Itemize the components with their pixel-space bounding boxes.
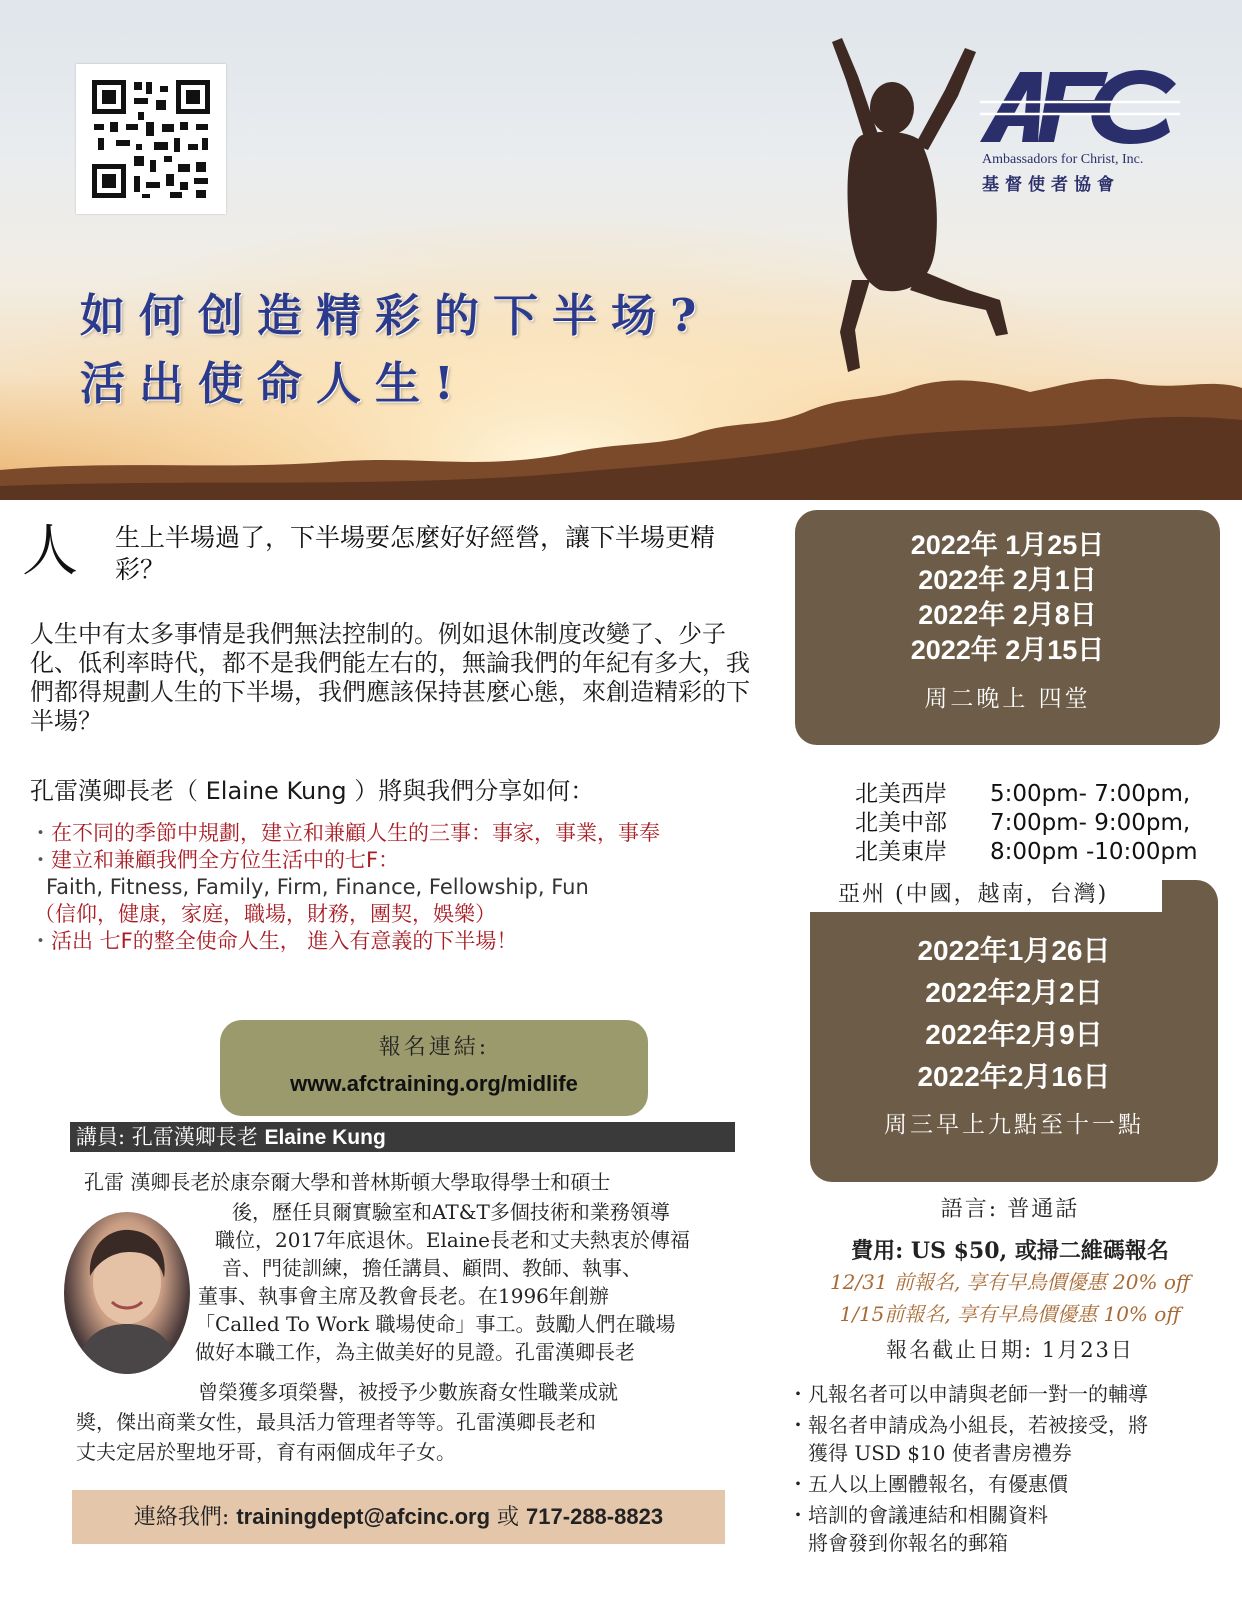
asia-region-label: 亞州 (中國，越南，台灣): [810, 878, 1162, 912]
list-item: ・報名者申請成為小組長，若被接受，將: [788, 1413, 1148, 1437]
contact-label: 連絡我們:: [133, 1505, 230, 1530]
session-date: 2022年 2月8日: [918, 600, 1097, 630]
language-info: 語言: 普通話: [940, 1197, 1080, 1222]
list-item: ・培訓的會議連結和相關資料: [788, 1503, 1048, 1527]
fee-info: 費用: US $50, 或掃二維碼報名: [851, 1238, 1169, 1264]
bio-line: 丈夫定居於聖地牙哥，育有兩個成年子女。: [76, 1440, 456, 1464]
session-date: 2022年2月2日: [925, 977, 1103, 1008]
asia-dates-box: [810, 880, 1218, 1182]
registration-label: 報名連結:: [378, 1035, 490, 1060]
timezone-table: [855, 780, 1198, 867]
contact-email[interactable]: trainingdept@afcinc.org: [236, 1504, 491, 1529]
hero-title-line2: 活出使命人生!: [80, 357, 468, 410]
lead-text: 生上半場過了，下半場要怎麼好好經營，讓下半場更精彩？: [115, 523, 716, 584]
registration-box: [220, 1020, 648, 1116]
logo-name-en: Ambassadors for Christ, Inc.: [982, 152, 1144, 167]
contact-or: 或: [497, 1505, 520, 1530]
list-item: ・五人以上團體報名，有優惠價: [788, 1472, 1068, 1496]
hero-banner: [0, 0, 1242, 500]
session-date: 2022年2月9日: [925, 1019, 1103, 1050]
registration-deadline: 報名截止日期: 1月23日: [886, 1338, 1134, 1362]
list-item-continued: 獲得 USD $10 使者書房禮券: [808, 1441, 1072, 1465]
bio-line: 獎，傑出商業女性，最具活力管理者等等。孔雷漢卿長老和: [76, 1410, 596, 1434]
session-note: 周三早上九點至十一點: [884, 1112, 1144, 1138]
bio-line: 職位，2017年底退休。Elaine長老和丈夫熱衷於傳福: [215, 1228, 690, 1252]
speaker-label: 講員: 孔雷漢卿長老: [76, 1125, 258, 1149]
registration-link[interactable]: www.afctraining.org/midlife: [290, 1071, 578, 1096]
contact-phone[interactable]: 717-288-8823: [526, 1504, 664, 1529]
early-bird-promo: 1/15前報名, 享有早鳥價優惠 10% off: [839, 1302, 1181, 1326]
bio-line: 孔雷 漢卿長老於康奈爾大學和普林斯頓大學取得學士和碩士: [84, 1170, 611, 1194]
timezone-row: 北美東岸 8:00pm -10:00pm: [855, 839, 1198, 865]
timezone-row: 北美西岸 5:00pm- 7:00pm,: [855, 781, 1191, 807]
logo-name-cn: 基督使者協會: [982, 175, 1120, 195]
bio-line: 董事、執事會主席及教會長老。在1996年創辦: [198, 1284, 609, 1308]
drop-cap: 人: [22, 519, 78, 584]
session-date: 2022年 2月1日: [918, 565, 1097, 595]
bullet-list: [30, 820, 770, 955]
session-date: 2022年 2月15日: [910, 635, 1105, 665]
bio-line: 「Called To Work 職場使命」事工。鼓勵人們在職場: [195, 1312, 676, 1336]
list-item: ・活出 七F的整全使命人生， 進入有意義的下半場！: [30, 929, 518, 953]
speaker-name: Elaine Kung: [264, 1126, 386, 1149]
list-item: ・建立和兼顧我們全方位生活中的七F：: [30, 848, 400, 872]
hero-title: [80, 282, 710, 418]
bio-line: 後，歷任貝爾實驗室和AT&T多個技術和業務領導: [232, 1200, 670, 1224]
notes-list: [788, 1380, 1228, 1557]
speaker-photo: [64, 1212, 190, 1374]
list-item: ・凡報名者可以申請與老師一對一的輔導: [788, 1382, 1148, 1406]
intro-paragraph: 人生中有太多事情是我們無法控制的。例如退休制度改變了、少子化、低利率時代，都不是我們能左右的，無論我們的年紀有多大，我們都得規劃人生的下半場，我們應該保持甚麼心態，來創造精彩的下半場？: [30, 620, 750, 735]
bio-line: 做好本職工作，為主做美好的見證。孔雷漢卿長老: [195, 1340, 635, 1364]
speaker-intro: 孔雷漢卿長老（ Elaine Kung ）將與我們分享如何：: [30, 777, 595, 805]
qr-code[interactable]: [76, 64, 226, 214]
contact-bar: [72, 1490, 725, 1544]
bio-line: 曾榮獲多項榮譽，被授予少數族裔女性職業成就: [198, 1380, 618, 1404]
north-america-dates-box: [795, 510, 1220, 745]
bio-line: 音、門徒訓練，擔任講員、顧問、教師、執事、: [222, 1256, 642, 1280]
session-date: 2022年2月16日: [917, 1061, 1111, 1092]
session-date: 2022年 1月25日: [910, 530, 1105, 560]
timezone-row: 北美中部 7:00pm- 9:00pm,: [855, 810, 1191, 836]
list-item-continued: 將會發到你報名的郵箱: [808, 1531, 1008, 1555]
seven-f-chinese: （信仰，健康，家庭，職場，財務，團契，娛樂）: [34, 902, 496, 926]
seven-f-english: Faith, Fitness, Family, Firm, Finance, Fellowship, Fun: [46, 875, 589, 899]
session-date: 2022年1月26日: [917, 935, 1111, 966]
speaker-header: [70, 1122, 735, 1152]
session-note: 周二晚上 四堂: [924, 686, 1091, 712]
list-item: ・在不同的季節中規劃，建立和兼顧人生的三事：事家，事業，事奉: [30, 821, 660, 845]
early-bird-promo: 12/31 前報名, 享有早鳥價優惠 20% off: [829, 1270, 1191, 1294]
afc-logo-mark: [980, 62, 1180, 152]
hero-title-line1: 如何创造精彩的下半场?: [80, 289, 711, 342]
